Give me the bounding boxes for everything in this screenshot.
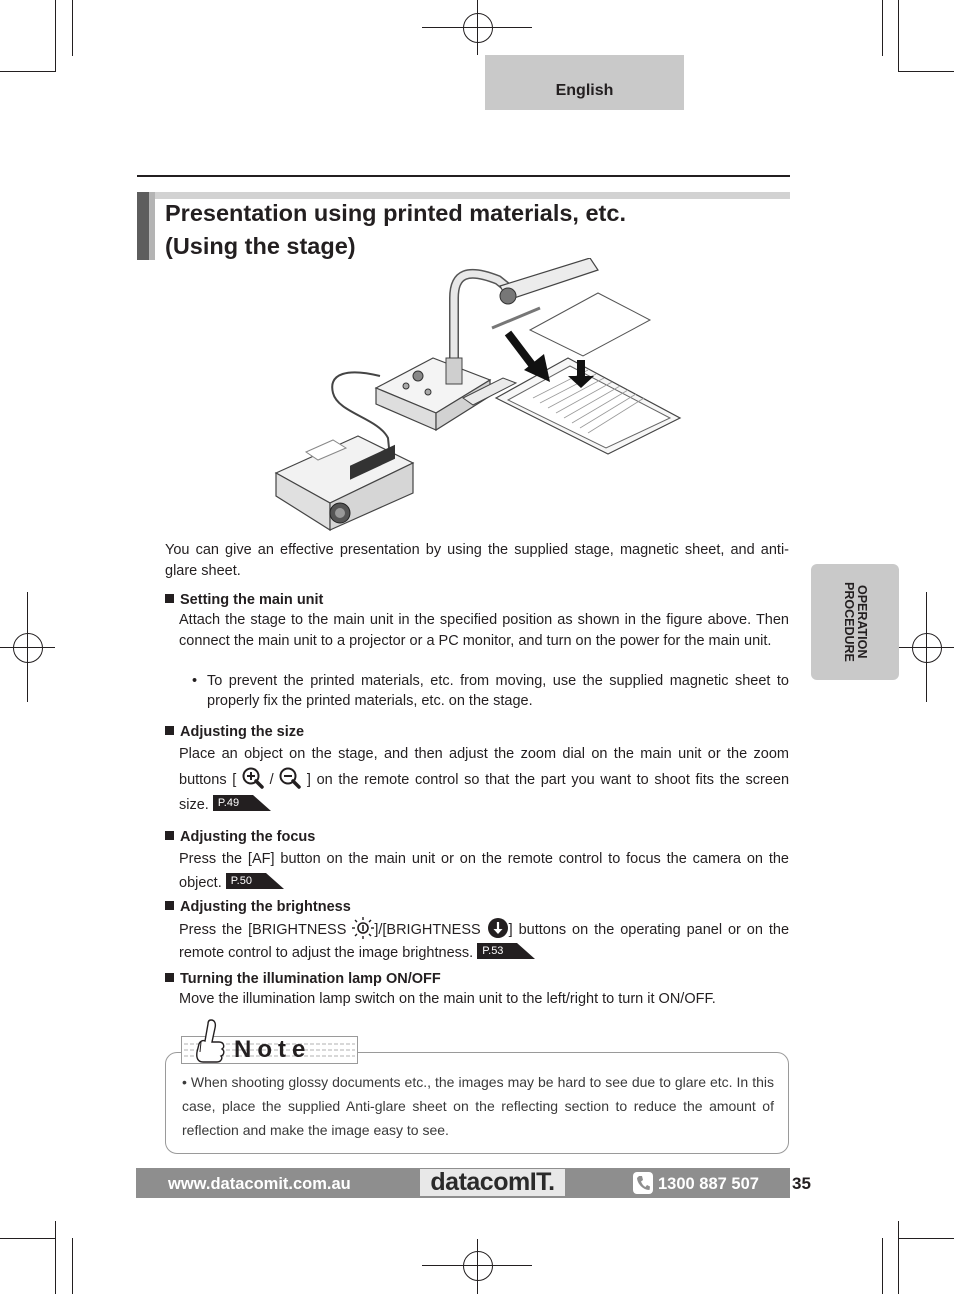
page-ref-tag[interactable]: P.53 <box>477 943 535 959</box>
side-tab-line2: PROCEDURE <box>842 582 856 662</box>
setup-illustration <box>268 258 688 538</box>
language-tab <box>485 55 684 110</box>
zoom-in-icon <box>242 767 264 789</box>
intro-paragraph: You can give an effective presentation by using the supplied stage, magnetic sheet, and anti-glare sheet. <box>165 542 789 579</box>
anti-glare-sheet <box>530 293 650 356</box>
footer-phone-number[interactable]: 1300 887 507 <box>658 1175 759 1193</box>
zoom-out-icon <box>279 767 301 789</box>
note-heading: Note <box>234 1036 312 1063</box>
stage-illustration <box>463 358 680 454</box>
square-bullet-icon <box>165 726 174 735</box>
page-ref-tag[interactable]: P.49 <box>213 795 271 811</box>
section-heading-setting: Setting the main unit <box>165 590 323 610</box>
square-bullet-icon <box>165 973 174 982</box>
section-heading-focus: Adjusting the focus <box>165 827 315 847</box>
pointing-hand-icon <box>193 1018 227 1066</box>
footer-website-link[interactable]: www.datacomit.com.au <box>168 1175 351 1193</box>
square-bullet-icon <box>165 831 174 840</box>
square-bullet-icon <box>165 594 174 603</box>
page-title-line1: Presentation using printed materials, etc. <box>165 200 626 226</box>
projector-illustration <box>276 436 413 530</box>
brightness-down-icon <box>487 917 509 939</box>
title-accent-bar-light <box>149 192 155 260</box>
section-heading-lamp: Turning the illumination lamp ON/OFF <box>165 969 441 989</box>
brightness-up-icon <box>352 917 374 939</box>
page-number: 35 <box>792 1174 811 1193</box>
page-title-line2: (Using the stage) <box>165 233 356 259</box>
phone-icon <box>633 1172 653 1194</box>
page-title <box>165 197 626 263</box>
side-tab-line1: OPERATION <box>855 585 869 659</box>
language-label: English <box>555 82 614 99</box>
section-body-lamp: Move the illumination lamp switch on the main unit to the left/right to turn it ON/OFF. <box>179 991 716 1007</box>
note-text: • When shooting glossy documents etc., the images may be hard to see due to glare etc. In this case, place the supplied Anti-glare sheet on the reflecting section to reduce the amount of reflection and make the image easy to see. <box>182 1074 774 1138</box>
section-body-focus: Press the [AF] button on the main unit or on the remote control to focus the camera on the object. P.50 <box>179 851 789 891</box>
section-heading-size: Adjusting the size <box>165 722 304 742</box>
section-body-brightness: Press the [BRIGHTNESS ]/[BRIGHTNESS ] buttons on the operating panel or on the remote control to adjust the image brightness. P.53 <box>179 917 789 965</box>
magnetic-sheet-tip: • To prevent the printed materials, etc. from moving, use the supplied magnetic sheet to properly fix the printed materials, etc. on the stage. <box>192 673 789 709</box>
title-accent-bar <box>137 192 149 260</box>
magnetic-sheet <box>492 308 540 328</box>
header-rule <box>137 175 790 177</box>
section-body-setting: Attach the stage to the main unit in the specified position as shown in the figure above. Then connect the main unit to a projector or a PC monitor, and turn on the power for the main unit. <box>179 612 789 649</box>
note-bullet: • <box>182 1074 187 1090</box>
section-heading-brightness: Adjusting the brightness <box>165 897 351 917</box>
section-side-tab <box>811 564 899 680</box>
section-body-size: Place an object on the stage, and then adjust the zoom dial on the main unit or the zoom buttons [ / ] on the remote control so that the part you want to shoot fits the screen size. P.49 <box>179 746 790 813</box>
page-ref-tag[interactable]: P.50 <box>226 873 284 889</box>
footer-brand-logo: datacomIT. <box>420 1169 565 1196</box>
square-bullet-icon <box>165 901 174 910</box>
